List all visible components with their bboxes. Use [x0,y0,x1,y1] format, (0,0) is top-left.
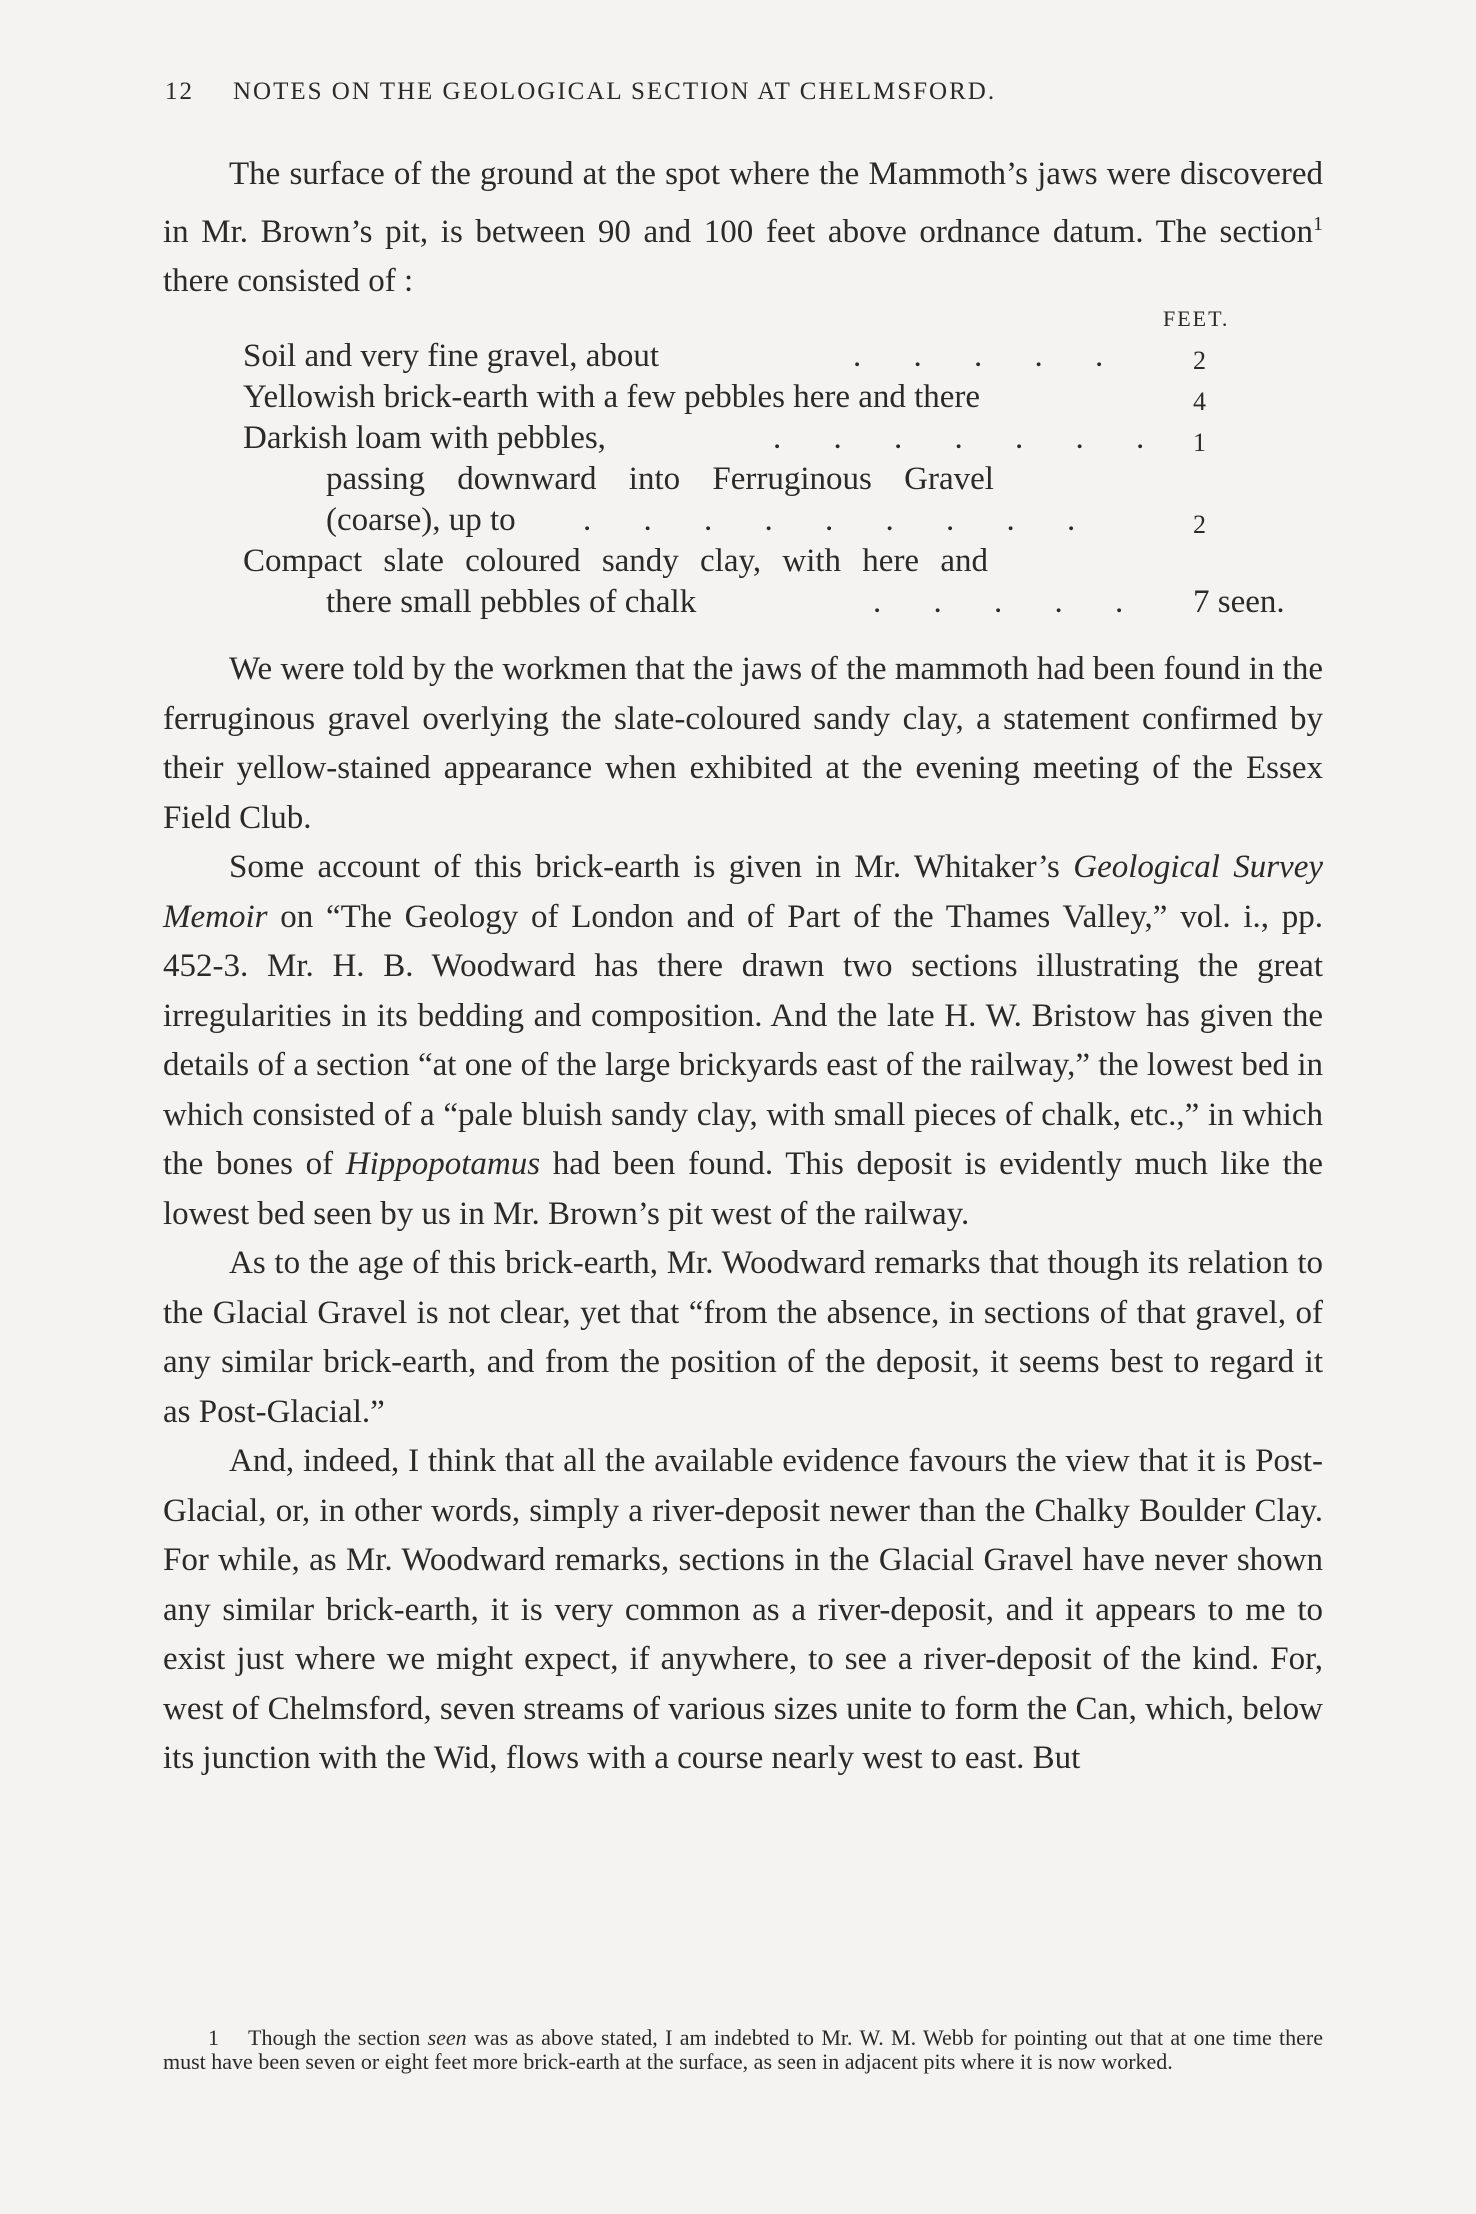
section-row [326,582,696,623]
row-label: Darkish loam with pebbles, [243,420,606,456]
p2-text-end: had been found. This deposit is evidently much like the lowest bed seen by us in Mr. Brown’s pit west of the railway. [163,1146,1323,1232]
footnote-text: Though the section [248,2025,428,2050]
main-text [163,645,1323,1784]
row-label: (coarse), up to [326,502,516,538]
feet-column-label: FEET. [1163,306,1230,331]
intro-block [163,150,1323,307]
leader-dots: . . . . . . . . . [583,502,1098,538]
section-row [326,500,516,541]
footnote-italic: seen [427,2025,467,2050]
p2-text: Some account of this brick-earth is given in Mr. Whitaker’s [229,849,1074,885]
p2-italic-title: Geological Survey Memoir [163,849,1323,935]
section-row [243,541,988,582]
intro-paragraph [163,150,1323,307]
section-row [326,459,994,500]
section-row [243,418,606,459]
footnote [163,2026,1323,2074]
footnote-ref: 1 [1313,212,1323,235]
running-header [165,78,1335,106]
page-number: 12 [165,78,194,105]
row-label: Soil and very fine gravel, about [243,338,660,374]
row-value: 2 [1193,346,1206,375]
section-row [243,377,980,418]
paragraph-2 [163,843,1323,1239]
intro-text: The surface of the ground at the spot where the Mammoth’s jaws were discovered in Mr. Brown’s pit, is between 90 and 100 feet above ordnance datum. The section [163,156,1323,250]
paragraph-4: And, indeed, I think that all the available evidence favours the view that it is Post-Glacial, or, in other words, simply a river-deposit newer than the Chalky Boulder Clay. For while, as Mr. Woodward remarks, sections in the Glacial Gravel have never shown any similar brick-earth, it is very common as a river-deposit, and it appears to me to exist just where we might expect, if anywhere, to see a river-deposit of the kind. For, west of Chelmsford, seven streams of various sizes unite to form the Can, which, below its junction with the Wid, flows with a course nearly west to east. But [163,1443,1323,1776]
running-title: NOTES ON THE GEOLOGICAL SECTION AT CHELMSFORD. [233,78,997,105]
leader-dots: . . . . . . . [773,420,1167,456]
row-value: 4 [1193,387,1206,416]
leader-dots: . . . . . [853,338,1126,374]
row-value: 2 [1193,510,1206,539]
paragraph-1: We were told by the workmen that the jaws of the mammoth had been found in the ferruginous gravel overlying the slate-coloured sandy clay, a statement confirmed by their yellow-stained appearance when exhibited at the evening meeting of the Essex Field Club. [163,651,1323,836]
row-label: there small pebbles of chalk [326,584,697,620]
row-label: Compact slate coloured sandy clay, with here and [243,543,988,579]
p2-italic-genus: Hippopotamus [345,1146,541,1182]
paragraph-3: As to the age of this brick-earth, Mr. Woodward remarks that though its relation to the Glacial Gravel is not clear, yet that “from the absence, in sections of that gravel, of any similar brick-earth, and from the position of the deposit, it seems best to regard it as Post-Glacial.” [163,1245,1323,1430]
footnote-marker: 1 [208,2025,219,2050]
section-row [243,336,659,377]
p2-text-mid: on “The Geology of London and of Part of the Thames Valley,” vol. i., pp. 452-3. Mr. H. B. Woodward has there drawn two sections illustrating the great irregularities in its bedding and composition. And the late H. W. Bristow has given the details of a section “at one of the large brickyards east of the railway,” the lowest bed in which consisted of a “pale bluish sandy clay, with small pieces of chalk, etc.,” in which the bones of [163,898,1323,1182]
row-value: 1 [1193,428,1206,457]
intro-text-end: there consisted of : [163,263,414,299]
footnote-text-end: was as above stated, I am indebted to Mr. W. M. Webb for pointing out that at one time there must have been seven or eight feet more brick-earth at the surface, as seen in adjacent pits where it is now worked. [163,2025,1323,2074]
row-label: passing downward into Ferruginous Gravel [326,461,994,497]
leader-dots: . . . . . [873,584,1146,620]
row-label: Yellowish brick-earth with a few pebbles here and there [243,379,981,415]
row-value: 7 seen. [1193,584,1285,620]
